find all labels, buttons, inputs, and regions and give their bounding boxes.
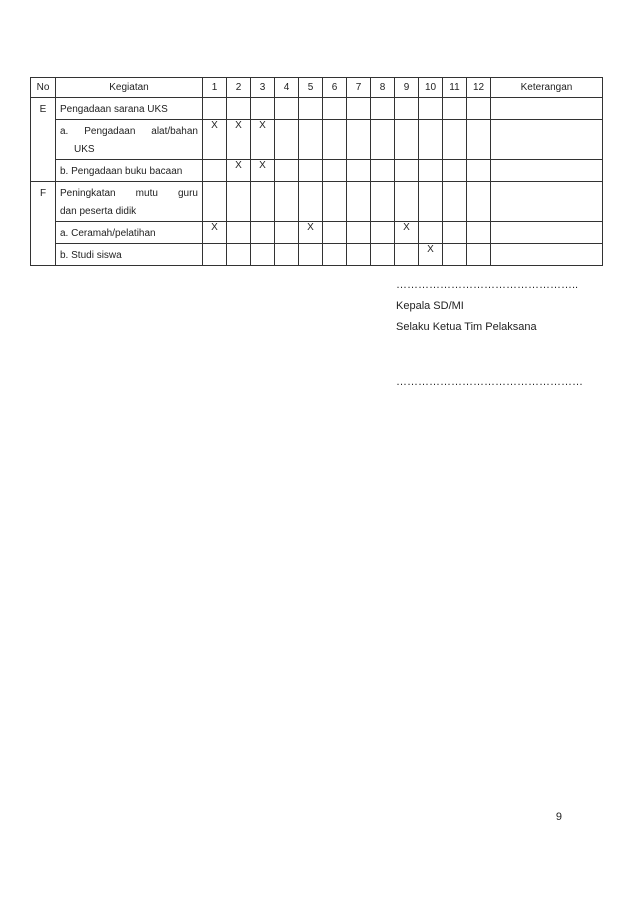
header-month-2: 2 <box>227 78 251 98</box>
month-mark <box>371 222 395 244</box>
month-mark <box>251 222 275 244</box>
month-mark <box>443 120 467 160</box>
header-month-4: 4 <box>275 78 299 98</box>
place-date-line: ………………………………………….. <box>396 279 579 291</box>
month-mark <box>371 120 395 160</box>
header-month-6: 6 <box>323 78 347 98</box>
month-mark <box>419 222 443 244</box>
signature-block <box>396 275 583 393</box>
month-mark <box>395 160 419 182</box>
month-mark <box>467 222 491 244</box>
month-mark <box>419 120 443 160</box>
header-no: No <box>31 78 56 98</box>
month-mark <box>347 244 371 266</box>
month-mark <box>347 222 371 244</box>
signer-title: Kepala SD/MI <box>396 300 464 312</box>
header-month-11: 11 <box>443 78 467 98</box>
month-mark <box>299 244 323 266</box>
month-mark <box>275 222 299 244</box>
month-mark <box>275 120 299 160</box>
table-row <box>31 120 603 160</box>
month-mark: X <box>299 222 323 244</box>
header-month-10: 10 <box>419 78 443 98</box>
activity-schedule-table <box>30 77 603 266</box>
month-mark <box>395 244 419 266</box>
month-mark <box>419 160 443 182</box>
month-mark <box>467 120 491 160</box>
month-mark <box>299 120 323 160</box>
header-month-12: 12 <box>467 78 491 98</box>
month-mark <box>347 160 371 182</box>
header-month-9: 9 <box>395 78 419 98</box>
header-month-1: 1 <box>203 78 227 98</box>
activity-line: a. Pengadaan alat/bahan <box>60 126 198 137</box>
month-mark <box>467 244 491 266</box>
activity-cell: a. Ceramah/pelatihan <box>56 222 203 244</box>
section-title-line: Peningkatan mutu guru <box>60 188 198 199</box>
signer-name-line: …………………………………………… <box>396 376 583 388</box>
month-mark <box>323 160 347 182</box>
page-number: 9 <box>555 811 562 823</box>
table-row <box>31 244 603 266</box>
header-keterangan: Keterangan <box>491 78 603 98</box>
month-mark <box>371 244 395 266</box>
activity-line: UKS <box>74 144 95 155</box>
month-mark <box>299 160 323 182</box>
keterangan-cell <box>491 244 603 266</box>
month-mark: X <box>251 120 275 160</box>
month-mark <box>371 160 395 182</box>
month-mark <box>323 222 347 244</box>
table-header-row <box>31 78 603 98</box>
keterangan-cell <box>491 222 603 244</box>
keterangan-cell <box>491 120 603 160</box>
month-mark <box>275 244 299 266</box>
header-month-5: 5 <box>299 78 323 98</box>
month-mark <box>227 244 251 266</box>
month-mark <box>323 120 347 160</box>
month-mark <box>227 222 251 244</box>
signer-role: Selaku Ketua Tim Pelaksana <box>396 321 537 333</box>
month-mark <box>467 160 491 182</box>
table-row <box>31 160 603 182</box>
section-no: E <box>31 98 56 182</box>
month-mark: X <box>227 160 251 182</box>
section-title-line: dan peserta didik <box>60 206 137 217</box>
activity-cell: b. Pengadaan buku bacaan <box>56 160 203 182</box>
month-mark: X <box>203 222 227 244</box>
month-mark <box>203 244 227 266</box>
table-row <box>31 222 603 244</box>
month-mark <box>323 244 347 266</box>
section-title: Pengadaan sarana UKS <box>56 98 203 120</box>
section-title <box>56 182 203 222</box>
month-mark <box>443 160 467 182</box>
month-mark <box>347 120 371 160</box>
keterangan-cell <box>491 160 603 182</box>
table-row <box>31 98 603 120</box>
header-month-3: 3 <box>251 78 275 98</box>
header-kegiatan: Kegiatan <box>56 78 203 98</box>
month-mark: X <box>203 120 227 160</box>
month-mark <box>203 160 227 182</box>
month-mark: X <box>227 120 251 160</box>
header-month-7: 7 <box>347 78 371 98</box>
activity-cell <box>56 120 203 160</box>
header-month-8: 8 <box>371 78 395 98</box>
month-mark <box>443 244 467 266</box>
activity-cell: b. Studi siswa <box>56 244 203 266</box>
month-mark: X <box>419 244 443 266</box>
table-row <box>31 182 603 222</box>
month-mark: X <box>251 160 275 182</box>
month-mark: X <box>395 222 419 244</box>
month-mark <box>395 120 419 160</box>
month-mark <box>443 222 467 244</box>
section-no: F <box>31 182 56 266</box>
month-mark <box>251 244 275 266</box>
month-mark <box>275 160 299 182</box>
